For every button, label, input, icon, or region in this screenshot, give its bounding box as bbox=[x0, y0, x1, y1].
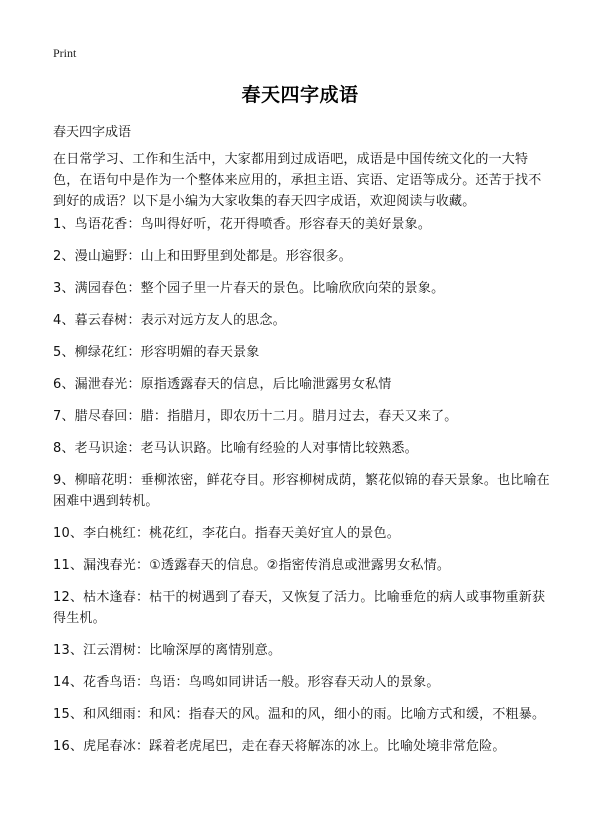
list-item: 2、漫山遍野：山上和田野里到处都是。形容很多。 bbox=[53, 249, 352, 264]
list-item: 5、柳绿花红：形容明媚的春天景象 bbox=[53, 345, 260, 360]
list-item: 3、满园春色：整个园子里一片春天的景色。比喻欣欣向荣的景象。 bbox=[53, 281, 445, 296]
list-item: 10、李白桃红：桃花红，李花白。指春天美好宜人的景色。 bbox=[53, 526, 400, 541]
list-item: 16、虎尾春冰：踩着老虎尾巴，走在春天将解冻的冰上。比喻处境非常危险。 bbox=[53, 739, 506, 754]
intro-paragraph: 在日常学习、工作和生活中，大家都用到过成语吧，成语是中国传统文化的一大特色，在语句中是作为一个整体来应用的，承担主语、宾语、定语等成分。还苦于找不到好的成语？以下是小编为大家收集的春天四字成语，欢迎阅读与收藏。 bbox=[53, 152, 542, 209]
page-title: 春天四字成语 bbox=[241, 84, 359, 106]
list-item: 4、暮云春树：表示对远方友人的思念。 bbox=[53, 313, 286, 328]
print-link[interactable]: Print bbox=[53, 46, 77, 60]
list-item: 9、柳暗花明：垂柳浓密，鲜花夺目。形容柳树成荫，繁花似锦的春天景象。也比喻在困难中遇到转机。 bbox=[53, 473, 550, 509]
list-item: 1、鸟语花香：鸟叫得好听，花开得喷香。形容春天的美好景象。 bbox=[53, 217, 432, 232]
list-item: 11、漏洩春光：①透露春天的信息。②指密传消息或泄露男女私情。 bbox=[53, 558, 451, 573]
subtitle: 春天四字成语 bbox=[53, 125, 132, 140]
list-item: 7、腊尽春回：腊：指腊月，即农历十二月。腊月过去，春天又来了。 bbox=[53, 409, 458, 424]
list-item: 12、枯木逢春：枯干的树遇到了春天，又恢复了活力。比喻垂危的病人或事物重新获得生机。 bbox=[53, 590, 546, 626]
list-item: 8、老马识途：老马认识路。比喻有经验的人对事情比较熟悉。 bbox=[53, 441, 418, 456]
list-item: 14、花香鸟语：鸟语：鸟鸣如同讲话一般。形容春天动人的景象。 bbox=[53, 675, 440, 690]
list-item: 13、江云渭树：比喻深厚的离情别意。 bbox=[53, 643, 282, 658]
idiom-list bbox=[53, 214, 553, 768]
list-item: 6、漏泄春光：原指透露春天的信息，后比喻泄露男女私情 bbox=[53, 377, 392, 392]
list-item: 15、和风细雨：和风：指春天的风。温和的风，细小的雨。比喻方式和缓，不粗暴。 bbox=[53, 707, 546, 722]
